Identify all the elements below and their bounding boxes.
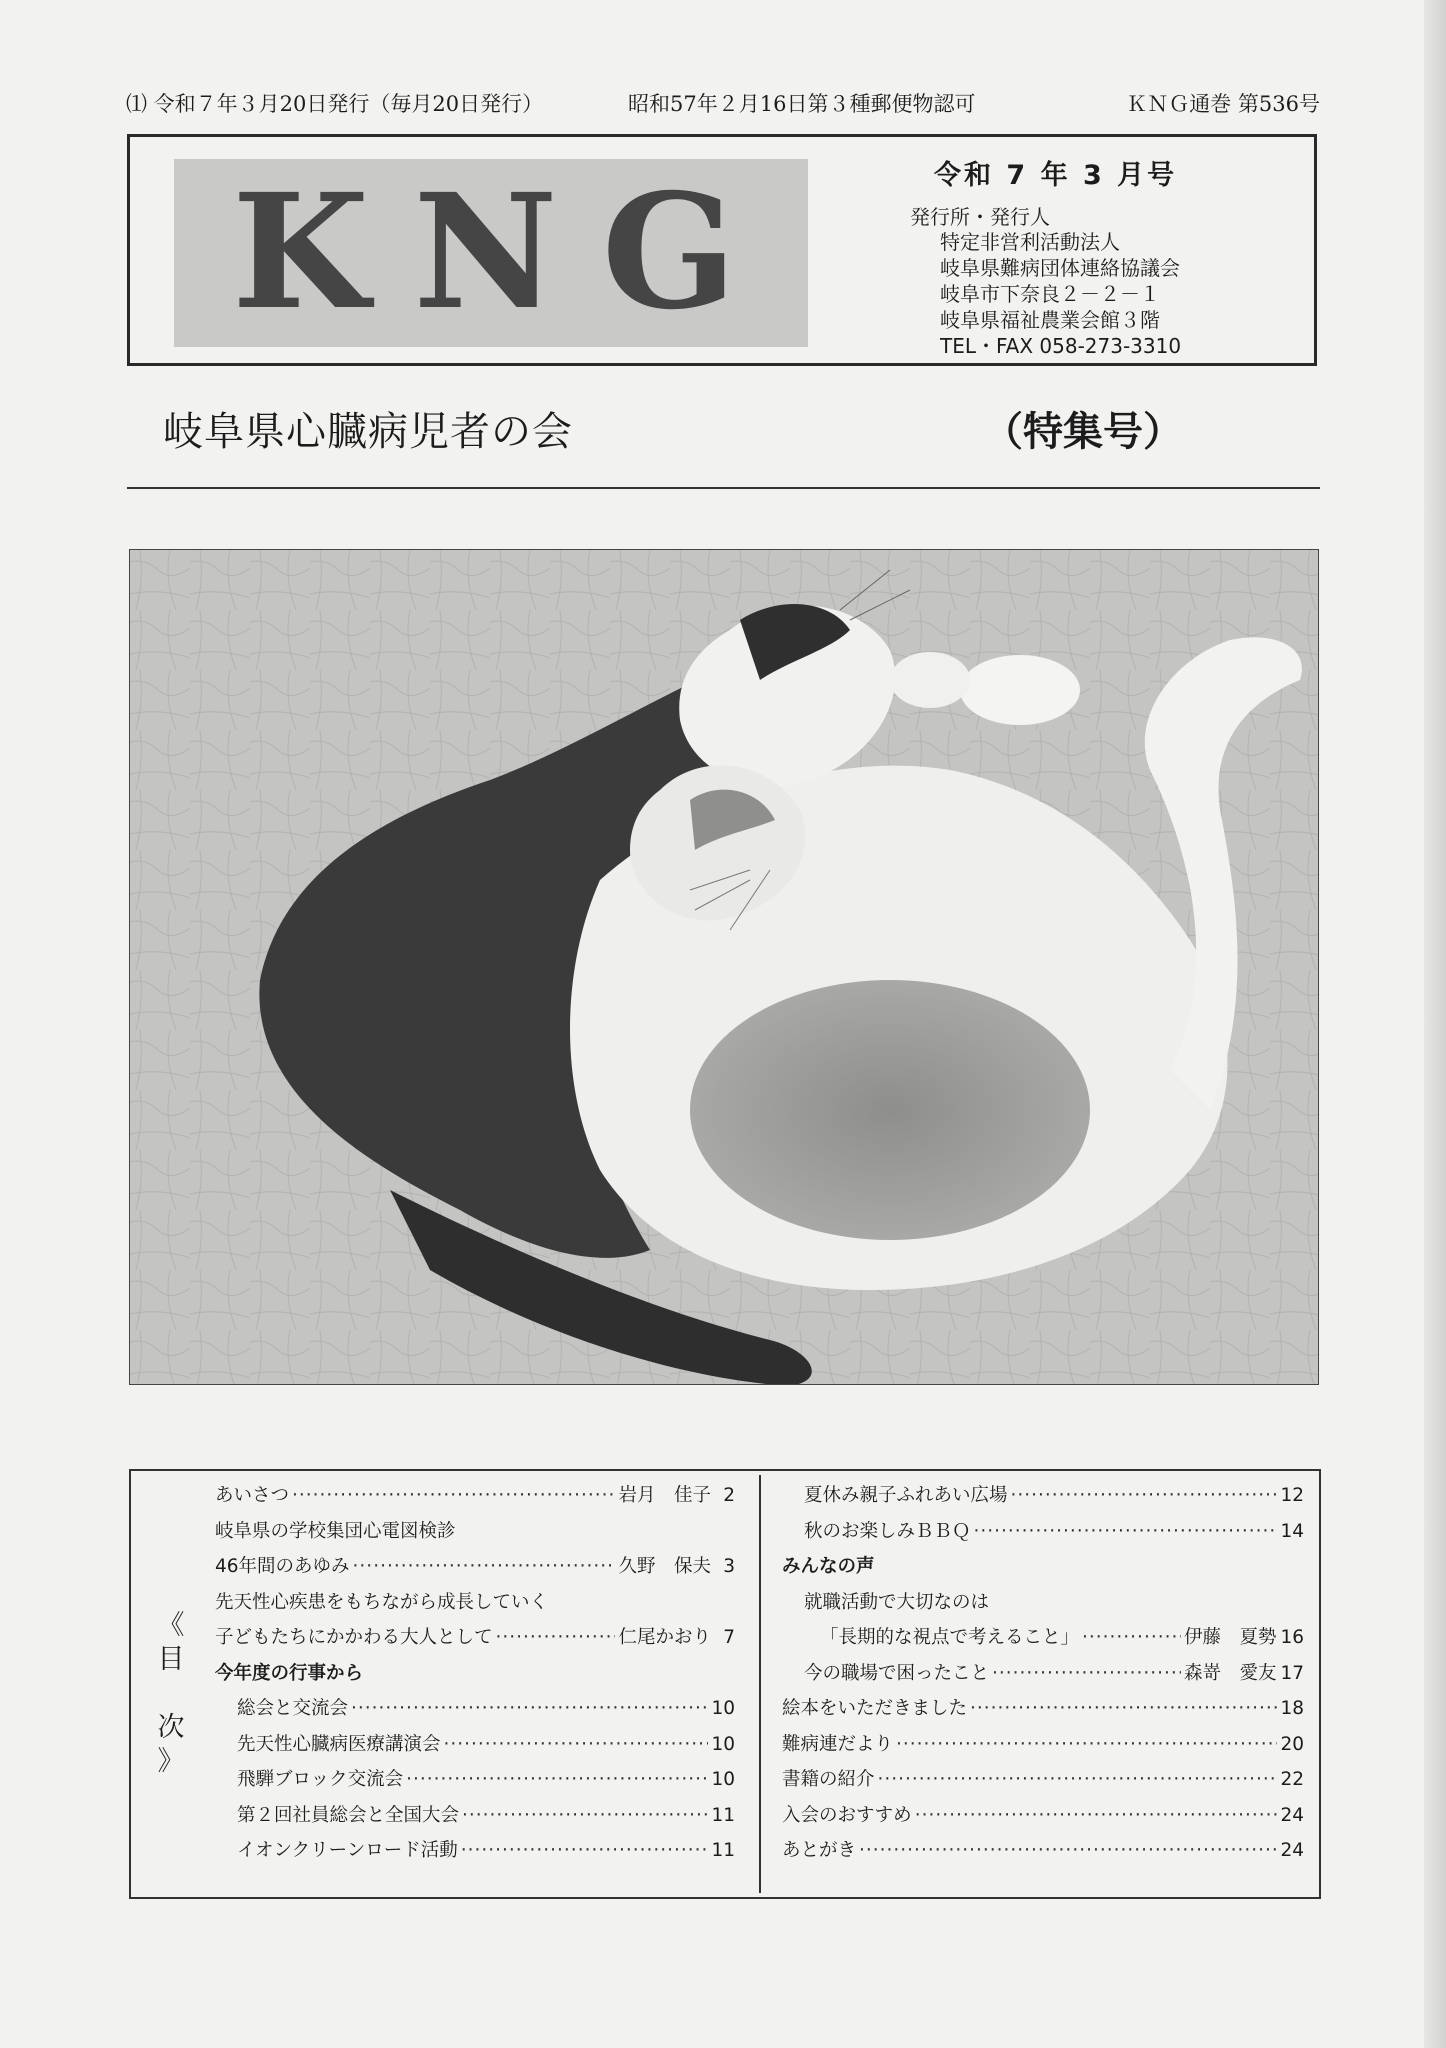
toc-entry — [782, 1588, 1304, 1624]
kng-logo: KNG — [232, 160, 781, 345]
publisher-line: 岐阜市下奈良２－２－１ — [940, 282, 1160, 306]
toc-entry-title: 総会と交流会 — [237, 1698, 349, 1719]
toc-entry-title: 書籍の紹介 — [782, 1769, 875, 1790]
publisher-line: TEL・FAX 058-273-3310 — [940, 334, 1182, 358]
toc-entry-author: 久野 保夫 — [618, 1556, 711, 1577]
toc-entry-title: 今の職場で困ったこと — [804, 1662, 990, 1684]
toc-right-column — [782, 1481, 1304, 1872]
toc-entry-author: 伊藤 夏勢 — [1183, 1627, 1277, 1648]
toc-entry — [215, 1552, 735, 1588]
toc-entry — [782, 1801, 1304, 1837]
toc-entry — [782, 1481, 1304, 1517]
toc-entry-title: 岐阜県の学校集団心電図検診 — [215, 1520, 456, 1542]
toc-entry-title: 今年度の行事から — [215, 1662, 364, 1684]
issue-date: ⑴ 令和７年３月20日発行（毎月20日発行） — [126, 92, 544, 116]
toc-entry-page: 14 — [1280, 1520, 1304, 1542]
toc-entry-title: 先天性心疾患をもちながら成長していく — [215, 1591, 549, 1613]
toc-entry-title: 46年間のあゆみ — [215, 1556, 350, 1577]
logo-panel — [174, 159, 808, 347]
publisher-line: 岐阜県難病団体連絡協議会 — [940, 256, 1180, 280]
toc-dot-leader — [915, 1805, 1278, 1826]
toc-entry-title: 先天性心臓病医療講演会 — [237, 1733, 441, 1755]
toc-entry — [215, 1730, 735, 1766]
publisher-line: 岐阜県福祉農業会館３階 — [940, 308, 1160, 332]
cat-paw — [960, 655, 1080, 725]
toc-entry-page: 11 — [711, 1840, 735, 1861]
toc-entry-page: 10 — [711, 1769, 735, 1790]
toc-entry-page: 7 — [723, 1627, 735, 1648]
toc-entry — [782, 1517, 1304, 1553]
toc-entry-title: 第２回社員総会と全国大会 — [237, 1804, 460, 1826]
toc-entry — [215, 1765, 735, 1801]
toc-heading: 《 目 次 》 — [157, 1610, 185, 1777]
toc-entry-page: 22 — [1280, 1769, 1304, 1790]
toc-entry-title: 就職活動で大切なのは — [804, 1591, 990, 1613]
belly-shadow — [690, 980, 1090, 1240]
toc-entry-page: 10 — [711, 1733, 735, 1755]
toc-entry-title: あいさつ — [215, 1485, 290, 1506]
toc-entry-author: 仁尾かおり — [618, 1627, 711, 1648]
feature-title-row — [163, 400, 1183, 460]
toc-entry-page: 24 — [1280, 1840, 1304, 1861]
toc-section-heading — [782, 1552, 1304, 1588]
toc-entry-title: 難病連だより — [782, 1733, 894, 1755]
toc-entry-title: 飛騨ブロック交流会 — [237, 1769, 404, 1790]
toc-entry-page: 20 — [1280, 1733, 1304, 1755]
toc-entry-page: 24 — [1280, 1804, 1304, 1826]
toc-entry-title: 秋のお楽しみＢＢＱ — [804, 1520, 971, 1542]
toc-entry-title: 絵本をいただきました — [782, 1698, 968, 1719]
toc-dot-leader — [878, 1769, 1278, 1790]
toc-entry — [782, 1836, 1304, 1872]
special-issue-label: （特集号） — [983, 409, 1183, 455]
postal-permit: 昭和57年２月16日第３種郵便物認可 — [628, 92, 976, 116]
toc-entry — [782, 1765, 1304, 1801]
toc-entry — [782, 1694, 1304, 1730]
publisher-line: 特定非営利活動法人 — [940, 230, 1120, 254]
toc-dot-leader — [292, 1485, 615, 1506]
toc-dot-leader — [496, 1627, 616, 1648]
toc-entry-page: 18 — [1280, 1698, 1304, 1719]
toc-entry — [215, 1517, 735, 1553]
toc-entry-page: 17 — [1280, 1662, 1304, 1684]
toc-entry-author: 森嵜 愛友 — [1183, 1662, 1277, 1684]
toc-entry-page: 10 — [711, 1698, 735, 1719]
toc-dot-leader — [462, 1805, 708, 1826]
toc-entry-title: みんなの声 — [782, 1556, 875, 1577]
serial-number: ＫＮＧ通巻 第536号 — [1126, 92, 1320, 116]
toc-dot-leader — [461, 1840, 709, 1861]
toc-dot-leader — [1011, 1485, 1278, 1506]
cat-paw — [890, 652, 970, 708]
organization-title: 岐阜県心臓病児者の会 — [163, 409, 573, 455]
cover-illustration-sleeping-cats — [129, 549, 1319, 1385]
toc-entry-page: 2 — [723, 1485, 735, 1506]
toc-dot-leader — [974, 1521, 1278, 1542]
toc-entry — [782, 1659, 1304, 1695]
issue-header-line — [126, 88, 1320, 118]
toc-entry-title: 「長期的な視点で考えること」 — [820, 1627, 1080, 1648]
toc-dot-leader — [1082, 1627, 1181, 1648]
toc-entry — [215, 1801, 735, 1837]
toc-entry-page: 12 — [1280, 1485, 1304, 1506]
cats-painting — [130, 550, 1319, 1385]
toc-entry — [215, 1694, 735, 1730]
masthead — [127, 134, 1317, 366]
toc-left-column — [215, 1481, 735, 1872]
toc-dot-leader — [970, 1698, 1277, 1719]
toc-entry — [782, 1730, 1304, 1766]
toc-entry — [215, 1481, 735, 1517]
toc-entry-page: 11 — [711, 1804, 735, 1826]
toc-entry-title: 夏休み親子ふれあい広場 — [804, 1485, 1008, 1506]
toc-entry-page: 3 — [723, 1556, 735, 1577]
page-edge-shadow — [1424, 0, 1446, 2048]
toc-entry-author: 岩月 佳子 — [618, 1485, 711, 1506]
toc-entry-title: 子どもたちにかかわる大人として — [215, 1627, 493, 1648]
toc-dot-leader — [406, 1769, 708, 1790]
toc-entry — [215, 1588, 735, 1624]
issue-month: 令和 7 年 3 月号 — [934, 160, 1178, 191]
toc-entry — [782, 1623, 1304, 1659]
toc-dot-leader — [896, 1734, 1277, 1755]
toc-entry-title: 入会のおすすめ — [782, 1804, 912, 1826]
toc-entry-page: 16 — [1280, 1627, 1304, 1648]
toc-dot-leader — [444, 1734, 709, 1755]
toc-entry-title: あとがき — [782, 1840, 857, 1861]
toc-dot-leader — [992, 1663, 1181, 1684]
toc-entry-title: イオンクリーンロード活動 — [237, 1840, 458, 1861]
toc-section-heading — [215, 1659, 735, 1695]
toc-entry — [215, 1836, 735, 1872]
publisher-info — [940, 229, 1181, 359]
publisher-label: 発行所・発行人 — [910, 205, 1050, 229]
table-of-contents — [129, 1469, 1321, 1899]
toc-entry — [215, 1623, 735, 1659]
toc-dot-leader — [353, 1556, 616, 1577]
title-divider — [127, 487, 1320, 489]
toc-dot-leader — [351, 1698, 708, 1719]
toc-dot-leader — [859, 1840, 1277, 1861]
toc-column-divider — [759, 1475, 761, 1893]
